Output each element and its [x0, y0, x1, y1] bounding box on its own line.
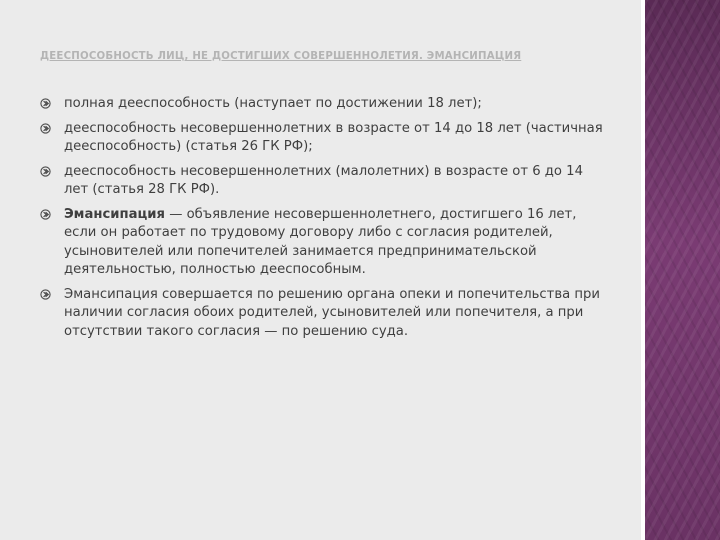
bullet-item — [40, 120, 610, 157]
bullet-text: дееспособность несовершеннолетних в возрасте от 14 до 18 лет (частичная дееспособность) (статья 26 ГК РФ); — [64, 120, 603, 154]
bullet-text: — объявление несовершеннолетнего, достигшего 16 лет, если он работает по трудовому договору либо с согласия родителей, усыновителей или попечителей занимается предпринимательской деятельностью, полностью дееспособным. — [64, 206, 577, 277]
circled-chevron-icon — [40, 289, 51, 300]
circled-chevron-icon — [40, 209, 51, 220]
circled-chevron-icon — [40, 123, 51, 134]
bullet-item — [40, 95, 610, 114]
bullet-list — [40, 95, 610, 347]
bullet-item — [40, 206, 610, 280]
slide-title: ДЕЕСПОСОБНОСТЬ ЛИЦ, НЕ ДОСТИГШИХ СОВЕРШЕННОЛЕТИЯ. ЭМАНСИПАЦИЯ — [40, 51, 522, 62]
bullet-text: дееспособность несовершеннолетних (малолетних) в возрасте от 6 до 14 лет (статья 28 ГК РФ). — [64, 163, 583, 197]
circled-chevron-icon — [40, 98, 51, 109]
bullet-text: полная дееспособность (наступает по достижении 18 лет); — [64, 96, 482, 111]
decorative-side-bar — [641, 0, 720, 540]
side-bar-texture — [645, 0, 720, 540]
circled-chevron-icon — [40, 166, 51, 177]
bullet-text: Эмансипация совершается по решению органа опеки и попечительства при наличии согласия обоих родителей, усыновителей или попечителя, а при отсутствии такого согласия — по решению суда. — [64, 286, 600, 339]
bullet-item — [40, 286, 610, 342]
bullet-term: Эмансипация — [64, 206, 166, 222]
bullet-item — [40, 163, 610, 200]
